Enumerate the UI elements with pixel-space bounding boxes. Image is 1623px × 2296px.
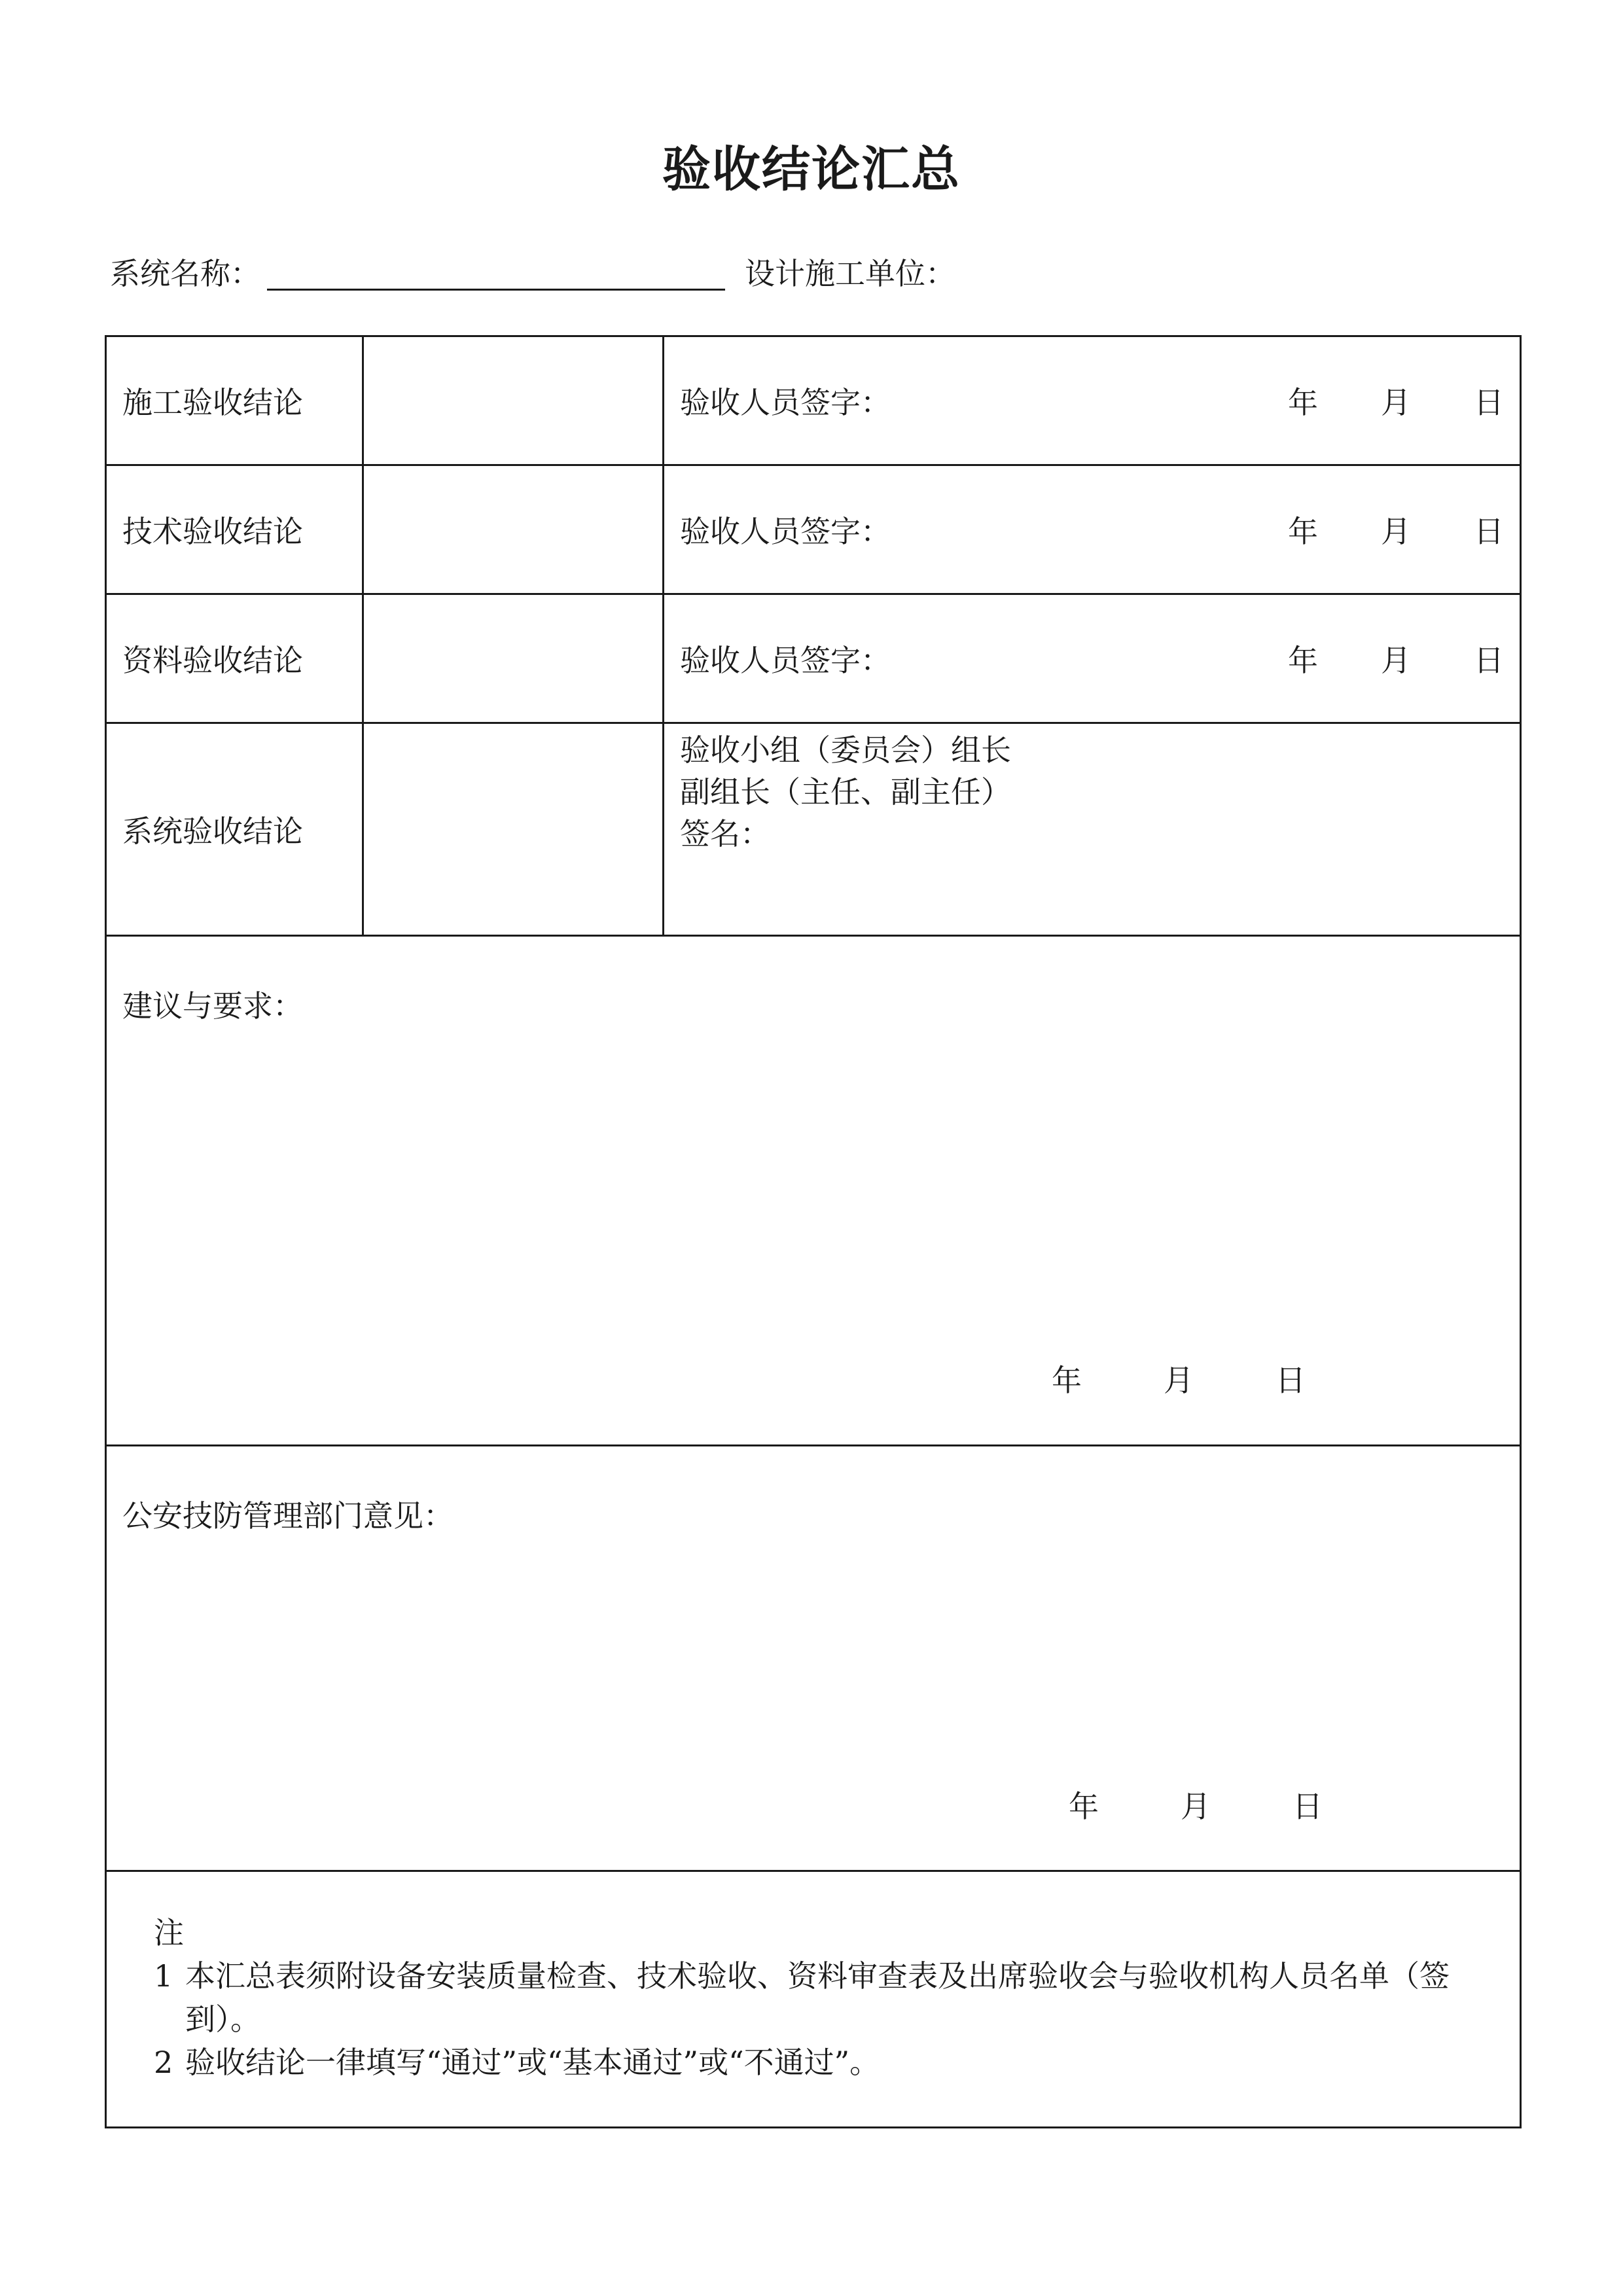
day-label: 日 xyxy=(1474,385,1504,420)
month-label: 月 xyxy=(1381,385,1411,420)
conclusion-field[interactable] xyxy=(363,723,664,936)
police-opinion-field[interactable] xyxy=(106,1446,1521,1871)
table-row xyxy=(106,465,1521,594)
police-opinion-label: 公安技防管理部门意见： xyxy=(122,1498,454,1534)
month-label: 月 xyxy=(1381,643,1411,678)
year-label: 年 xyxy=(1052,1363,1082,1398)
acceptance-table xyxy=(105,335,1522,2128)
notes-heading: 注 xyxy=(154,1915,184,1950)
note-item xyxy=(154,1954,1504,2041)
signature-field[interactable] xyxy=(664,594,1521,723)
table-row xyxy=(106,594,1521,723)
note-text: 验收结论一律填写“通过”或“基本通过”或“不通过”。 xyxy=(185,2045,880,2080)
day-label: 日 xyxy=(1474,643,1504,678)
signature-label: 验收人员签字： xyxy=(680,385,891,420)
row-label: 系统验收结论 xyxy=(106,723,363,936)
table-row xyxy=(106,336,1521,465)
row-label: 技术验收结论 xyxy=(106,465,363,594)
signature-field[interactable] xyxy=(664,465,1521,594)
conclusion-field[interactable] xyxy=(363,594,664,723)
note-number: 1 xyxy=(154,1958,173,1994)
day-label: 日 xyxy=(1474,514,1504,549)
note-number: 2 xyxy=(154,2045,173,2080)
day-label: 日 xyxy=(1293,1789,1323,1824)
signature-label: 验收人员签字： xyxy=(680,514,891,549)
table-row xyxy=(106,1871,1521,2128)
day-label: 日 xyxy=(1275,1363,1306,1398)
table-row xyxy=(106,723,1521,936)
signature-line: 副组长（主任、副主任） xyxy=(680,774,1011,810)
page-title: 验收结论汇总 xyxy=(662,141,961,198)
signature-line: 验收小组（委员会）组长 xyxy=(680,732,1011,768)
conclusion-field[interactable] xyxy=(363,336,664,465)
notes-section xyxy=(106,1871,1521,2128)
system-name-label: 系统名称： xyxy=(110,256,260,291)
year-label: 年 xyxy=(1288,643,1318,678)
month-label: 月 xyxy=(1164,1363,1194,1398)
signature-field[interactable] xyxy=(664,336,1521,465)
year-label: 年 xyxy=(1069,1789,1099,1824)
date-field xyxy=(1288,379,1504,422)
form-header xyxy=(110,250,955,293)
date-field xyxy=(1288,637,1504,680)
year-label: 年 xyxy=(1288,514,1318,549)
suggestions-label: 建议与要求： xyxy=(122,988,303,1024)
signature-label: 验收人员签字： xyxy=(680,643,891,678)
design-unit-label: 设计施工单位： xyxy=(745,256,955,291)
table-row xyxy=(106,1446,1521,1871)
year-label: 年 xyxy=(1288,385,1318,420)
signature-field[interactable] xyxy=(664,723,1521,936)
date-field xyxy=(1052,1357,1306,1400)
conclusion-field[interactable] xyxy=(363,465,664,594)
date-field xyxy=(1069,1783,1323,1826)
month-label: 月 xyxy=(1381,514,1411,549)
note-item xyxy=(154,2041,1504,2084)
system-name-field[interactable] xyxy=(267,256,725,291)
date-field xyxy=(1288,508,1504,551)
signature-line: 签名： xyxy=(680,816,770,852)
row-label: 施工验收结论 xyxy=(106,336,363,465)
suggestions-field[interactable] xyxy=(106,936,1521,1446)
table-row xyxy=(106,936,1521,1446)
note-text: 本汇总表须附设备安装质量检查、技术验收、资料审查表及出席验收会与验收机构人员名单（签到）。 xyxy=(185,1958,1450,2037)
month-label: 月 xyxy=(1181,1789,1211,1824)
row-label: 资料验收结论 xyxy=(106,594,363,723)
